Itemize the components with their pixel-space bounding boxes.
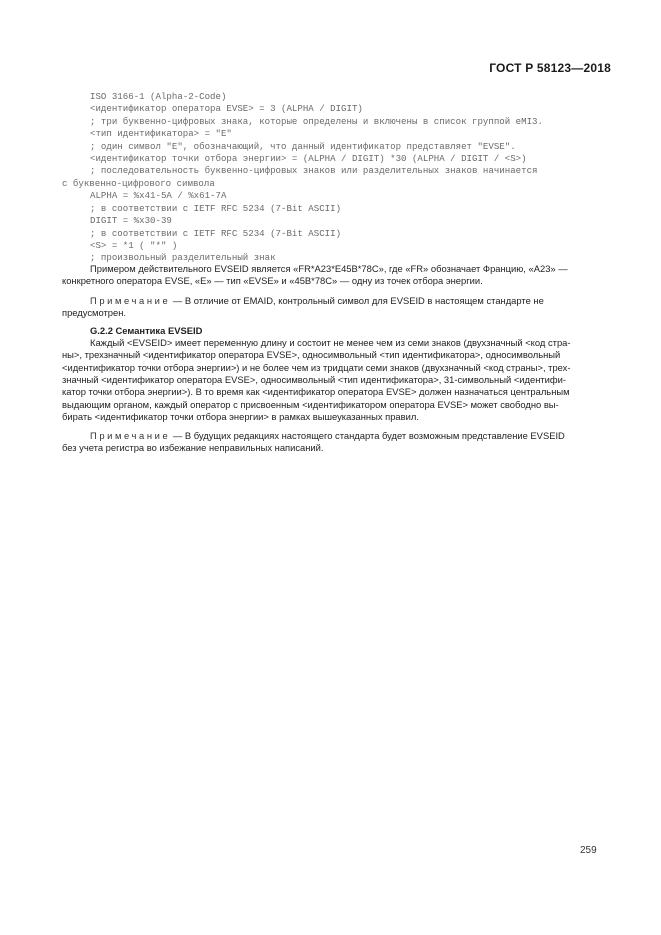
example-paragraph-line: Примером действительного EVSEID является «FR*A23*E45B*78C», где «FR» обозначает Францию, «A23» — [90,263,568,274]
code-line: <идентификатор точки отбора энергии> = (ALPHA / DIGIT) *30 (ALPHA / DIGIT / <S>) [90,153,527,164]
code-line: ; в соответствии с IETF RFC 5234 (7-Bit ASCII) [90,203,342,214]
code-line: ALPHA = %x41-5A / %x61-7A [90,190,227,201]
standard-header: ГОСТ Р 58123—2018 [489,61,611,75]
note-label: Примечание [90,295,171,306]
section-line: катор точки отбора энергии>). В то время как <идентификатор оператора EVSE> должен назначаться центральным [62,386,570,397]
section-line: Каждый <EVSEID> имеет переменную длину и состоит не менее чем из семи знаков (двухзначный <код стра- [90,337,571,348]
code-line: ; один символ "E", обозначающий, что данный идентификатор представляет "EVSE". [90,141,516,152]
note-1-line [90,295,544,307]
code-line: <тип идентификатора> = "E" [90,128,232,139]
note-2-line: без учета регистра во избежание неправильных написаний. [62,442,324,453]
code-line: DIGIT = %x30-39 [90,215,172,226]
section-line: значный <идентификатор оператора EVSE>, односимвольный <тип идентификатора>, 31-символьный <идентифи- [62,374,566,385]
note-1-line: предусмотрен. [62,307,126,318]
example-paragraph-line: конкретного оператора EVSE, «E» — тип «EVSE» и «45B*78C» — одну из точек отбора энергии. [62,275,483,286]
code-line: с буквенно-цифрового символа [62,178,215,189]
section-line: ны>, трехзначный <идентификатор оператора EVSE>, односимвольный <тип идентификатора>, односимвольный [62,349,561,360]
section-heading: G.2.2 Семантика EVSEID [90,325,203,336]
page-number: 259 [580,845,597,856]
code-line: ; последовательность буквенно-цифровых знаков или разделительных знаков начинается [90,165,538,176]
note-text: — В будущих редакциях настоящего стандарта будет возможным представление EVSEID [172,430,565,441]
code-line: ; произвольный разделительный знак [90,252,276,263]
code-line: ; в соответствии с IETF RFC 5234 (7-Bit ASCII) [90,228,342,239]
code-line: ISO 3166-1 (Alpha-2-Code) [90,91,227,102]
section-line: выдающим органом, каждый оператор с присвоенным <идентификатором оператора EVSE> может свободно вы- [62,399,559,410]
code-line: ; три буквенно-цифровых знака, которые определены и включены в список группой eMI3. [90,116,543,127]
section-line: <идентификатор точки отбора энергии>) и не более чем из тридцати семи знаков (двухзначный <код страны>, трех- [62,362,571,373]
code-line: <идентификатор оператора EVSE> = 3 (ALPHA / DIGIT) [90,103,363,114]
note-label: Примечание [90,430,171,441]
code-line: <S> = *1 ( "*" ) [90,240,178,251]
note-text: — В отличие от EMAID, контрольный символ для EVSEID в настоящем стандарте не [172,295,544,306]
note-2-line [90,430,565,442]
section-line: бирать <идентификатор точки отбора энергии> в рамках вышеуказанных правил. [62,411,419,422]
